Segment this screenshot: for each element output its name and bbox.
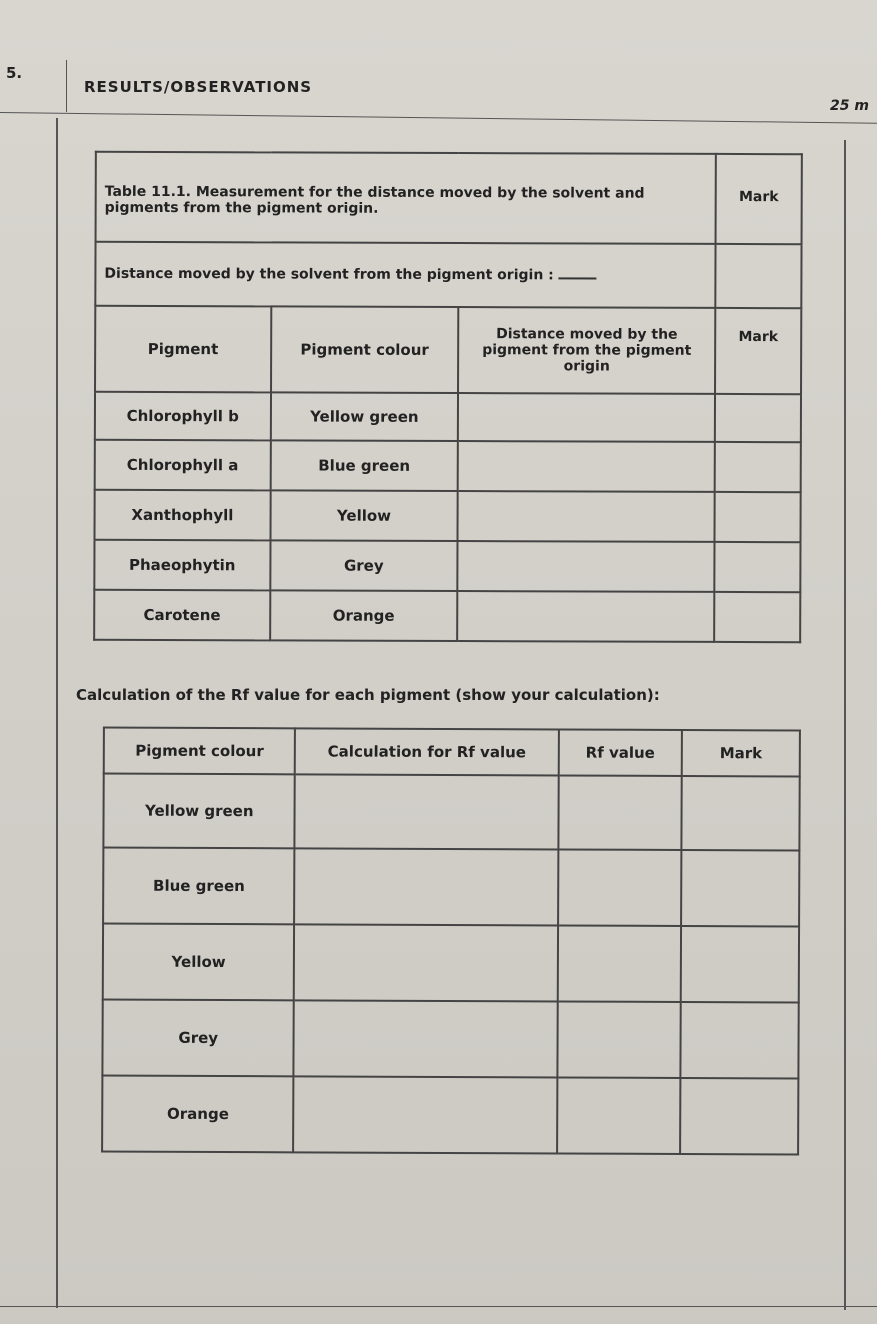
rf-value-cell[interactable]	[558, 849, 682, 926]
pigment-colour: Yellow green	[103, 773, 295, 848]
rf-value-cell[interactable]	[557, 1001, 681, 1078]
calculation-cell[interactable]	[295, 848, 559, 925]
solvent-distance-mark[interactable]	[715, 244, 801, 308]
top-rule	[0, 112, 877, 124]
header-divider	[66, 60, 67, 112]
table-caption: Table 11.1. Measurement for the distance moved by the solvent and pigments from the pigment origin.	[96, 152, 716, 244]
table-row	[103, 923, 799, 1002]
mark-cell[interactable]	[682, 776, 800, 851]
mark-cell[interactable]	[681, 1002, 799, 1079]
section-title: RESULTS/OBSERVATIONS	[84, 78, 313, 96]
bottom-rule	[0, 1306, 877, 1307]
pigment-name: Chlorophyll a	[95, 440, 271, 491]
mark-cell[interactable]	[681, 850, 799, 927]
col-header-distance: Distance moved by the pigment from the pigment origin	[458, 307, 715, 394]
left-margin-rule	[56, 118, 58, 1308]
solvent-distance-row	[95, 242, 715, 308]
question-number: 5.	[6, 64, 23, 82]
pigment-name: Xanthophyll	[94, 490, 270, 541]
col-header-rf-value: Rf value	[558, 729, 682, 776]
pigment-colour: Orange	[270, 590, 458, 641]
table-row	[95, 392, 801, 442]
mark-cell[interactable]	[715, 492, 801, 542]
table-row	[103, 847, 799, 926]
col-header-pigment-colour: Pigment colour	[104, 727, 296, 774]
pigment-colour: Grey	[270, 540, 458, 591]
distance-cell[interactable]	[458, 491, 715, 542]
calculation-cell[interactable]	[294, 1000, 558, 1077]
table-row	[103, 773, 799, 850]
rf-value-cell[interactable]	[558, 775, 682, 850]
pigment-colour: Orange	[102, 1075, 294, 1152]
pigment-colour: Yellow	[103, 923, 295, 1000]
table-row	[95, 440, 801, 492]
pigment-colour: Blue green	[103, 847, 295, 924]
mark-cell[interactable]	[680, 1078, 798, 1155]
distance-cell[interactable]	[458, 441, 715, 492]
distance-cell[interactable]	[457, 541, 714, 592]
table-row	[94, 590, 800, 642]
col-header-pigment: Pigment	[95, 306, 271, 393]
pigment-name: Chlorophyll b	[95, 392, 271, 441]
right-margin-rule	[844, 140, 846, 1310]
calculation-cell[interactable]	[294, 1076, 558, 1153]
mark-cell[interactable]	[714, 592, 800, 642]
col-header-mark: Mark	[682, 730, 800, 777]
col-header-calculation: Calculation for Rf value	[295, 728, 558, 775]
pigment-colour: Yellow	[270, 490, 458, 541]
solvent-distance-label: Distance moved by the solvent from the pigment origin :	[104, 265, 554, 284]
rf-value-cell[interactable]	[557, 1077, 681, 1154]
calculation-heading: Calculation of the Rf value for each pigment (show your calculation):	[76, 686, 660, 704]
pigment-name: Phaeophytin	[94, 540, 270, 591]
solvent-distance-blank[interactable]	[559, 277, 597, 279]
mark-cell[interactable]	[681, 926, 799, 1003]
distance-cell[interactable]	[457, 591, 714, 642]
table-row	[94, 540, 800, 592]
measurement-table	[93, 151, 803, 643]
distance-cell[interactable]	[458, 393, 715, 442]
rf-value-cell[interactable]	[557, 925, 681, 1002]
col-header-colour: Pigment colour	[271, 306, 459, 393]
pigment-colour: Yellow green	[271, 392, 459, 441]
calculation-cell[interactable]	[294, 924, 558, 1001]
caption-mark-label: Mark	[716, 154, 802, 244]
pigment-name: Carotene	[94, 590, 270, 641]
table-row	[102, 999, 798, 1078]
mark-cell[interactable]	[715, 442, 801, 492]
pigment-colour: Blue green	[270, 440, 458, 491]
total-marks: 25 m	[830, 98, 869, 114]
mark-cell[interactable]	[714, 542, 800, 592]
col-header-mark: Mark	[715, 308, 801, 394]
table-row	[94, 490, 800, 542]
rf-calculation-table	[101, 726, 801, 1155]
pigment-colour: Grey	[102, 999, 294, 1076]
table-row	[102, 1075, 798, 1154]
mark-cell[interactable]	[715, 394, 801, 442]
calculation-cell[interactable]	[295, 774, 558, 849]
